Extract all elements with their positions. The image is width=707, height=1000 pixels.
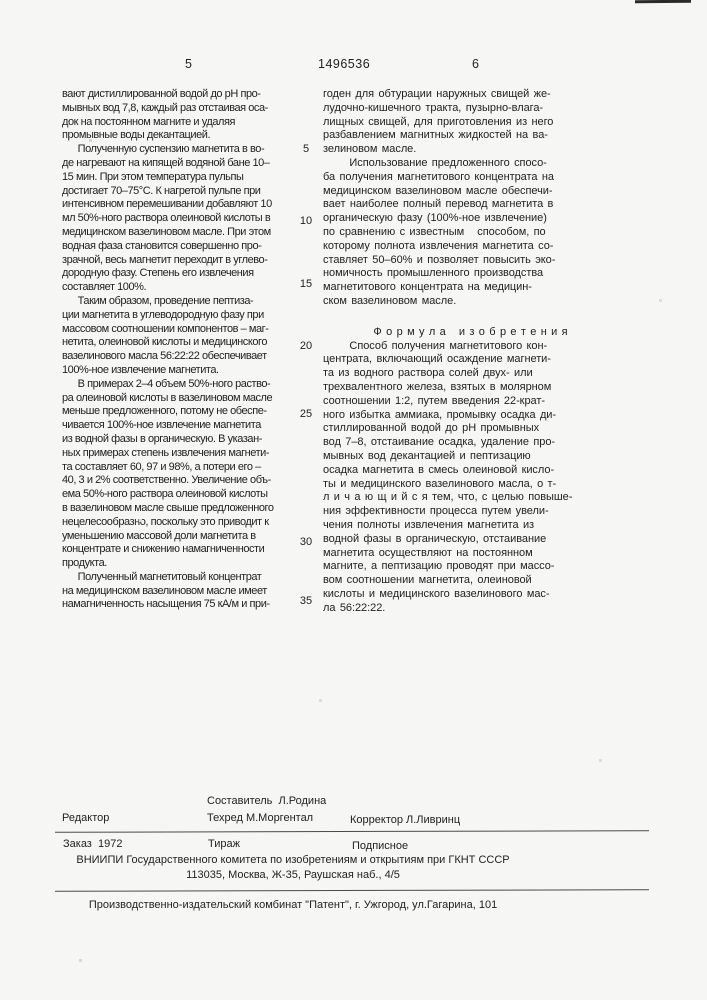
page-number-left: 5 <box>185 57 193 71</box>
footer-divider-top <box>55 830 649 833</box>
corrector-credit: Корректор Л.Ливринц <box>350 814 461 826</box>
text-line: уменьшению массовой доли магнетита в <box>62 529 256 542</box>
text-line: ного избытка аммиака, промывку осадка ди- <box>323 408 557 421</box>
text-line: продукта. <box>62 557 107 570</box>
gutter-line-number-35: 35 <box>299 595 313 607</box>
text-line: Использование предложенного спосо- <box>323 156 547 169</box>
vniipi-address-line1: ВНИИПИ Государственного комитета по изобретениям и открытиям при ГКНТ СССР <box>76 854 510 866</box>
text-line: водной фазы в органическую, отстаивание <box>323 532 547 545</box>
text-line: ра олеиновой кислоты в вазелиновом масле <box>62 391 273 404</box>
text-line: из водной фазы в органическую. В указан- <box>62 432 262 445</box>
text-line: 100%-ное извлечение магнетита. <box>62 363 219 376</box>
text-line: соотношении 1:2, путем введения 22-крат- <box>323 394 545 407</box>
text-line: интенсивном перемешивании добавляют 10 <box>62 198 272 211</box>
text-line: Полученный магнетитовый концентрат <box>62 570 262 583</box>
text-line: мл 50%-ного раствора олеиновой кислоты в <box>62 212 271 225</box>
text-line: осадка магнетита в смесь олеиновой кисло- <box>323 463 555 476</box>
publisher-line: Производственно-издательский комбинат "Патент", г. Ужгород, ул.Гагарина, 101 <box>88 899 498 911</box>
text-line: ском вазелиновом масле. <box>323 294 457 307</box>
text-line: ния эффективности процесса путем увели- <box>323 505 549 518</box>
text-line: зелиновом масле. <box>323 143 417 156</box>
gutter-line-number-15: 15 <box>299 278 313 290</box>
text-line: чивается 100%-ное извлечение магнетита <box>62 419 261 432</box>
footer-divider-bottom <box>55 889 649 892</box>
text-line: ема 50%-ного раствора олеиновой кислоты <box>62 488 268 501</box>
text-line: концентрате и снижению намагниченности <box>62 543 265 556</box>
text-line: годен для обтурации наружных свищей же- <box>323 88 551 100</box>
text-line: л и ч а ю щ и й с я тем, что, с целью повыше- <box>323 491 573 504</box>
text-line: док на постоянном магните и удаляя <box>62 115 236 128</box>
text-line: номичность промышленного производства <box>323 267 544 280</box>
text-line: которому полнота извлечения магнетита со- <box>323 239 554 252</box>
text-line: на медицинском вазелиновом масле имеет <box>62 584 267 597</box>
gutter-line-number-20: 20 <box>299 340 313 352</box>
text-line: та из водного раствора солей двух- или <box>323 367 533 380</box>
left-column <box>62 88 312 612</box>
text-line: стиллированной водой до рН промывных <box>323 422 540 435</box>
text-line: водная фаза становится совершенно про- <box>62 239 262 252</box>
text-line: вают дистиллированной водой до рН про- <box>62 88 261 100</box>
text-line: лищных свищей, для приготовления из него <box>323 115 554 128</box>
text-line: мывных вод декантацией и пептизацию <box>323 449 531 462</box>
text-line: чения полноты извлечения магнетита из <box>323 518 535 531</box>
text-line: лудочно-кишечного тракта, пузырно-влага- <box>323 101 544 114</box>
text-line: ты и медицинского вазелинового масла, о т- <box>323 477 557 490</box>
text-line: трехвалентного железа, взятых в молярном <box>323 380 552 393</box>
text-line: Полученную суспензию магнетита в во- <box>62 143 265 156</box>
text-line: промывные воды декантацией. <box>62 129 211 142</box>
text-line: та составляет 60, 97 и 98%, а потери его – <box>62 460 261 473</box>
right-column-description <box>323 88 618 309</box>
text-line: 15 мин. При этом температура пульпы <box>62 170 244 183</box>
right-column-claims <box>323 340 618 616</box>
text-line: центрата, включающий осаждение магнети- <box>323 353 551 366</box>
page-number-right: 6 <box>472 57 480 71</box>
text-line: кислоты и медицинского вазелинового мас- <box>323 587 550 600</box>
text-line: Таким образом, проведение пептиза- <box>62 294 254 307</box>
text-line: магнетита осуществляют на постоянном <box>323 546 533 559</box>
formula-heading: Ф о р м у л а и з о б р е т е н и я <box>373 325 568 338</box>
gutter-line-number-30: 30 <box>299 536 313 548</box>
text-line: вазелинового масла 56:22:22 обеспечивает <box>62 350 267 363</box>
text-line: составляет 100%. <box>62 281 147 294</box>
subscription-label: Подписное <box>352 840 409 852</box>
editor-credit: Редактор <box>62 812 110 824</box>
patent-number: 1496536 <box>318 57 371 71</box>
text-line: магните, а пептизацию проводят при массо- <box>323 560 555 573</box>
techred-credit: Техред М.Моргентал <box>207 812 314 824</box>
text-line: разбавлением магнитных жидкостей на ва- <box>323 129 548 142</box>
gutter-line-number-10: 10 <box>299 215 313 227</box>
text-line: зрачной, весь магнетит переходит в углево- <box>62 253 268 266</box>
text-line: достигает 70–75°С. К нагретой пульпе при <box>62 184 261 197</box>
text-line: ции магнетита в углеводородную фазу при <box>62 308 264 321</box>
text-line: магнетитового концентрата на медицин- <box>323 281 532 294</box>
gutter-line-number-5: 5 <box>302 143 310 155</box>
text-line: намагниченность насыщения 75 кА/м и при- <box>62 598 270 611</box>
text-line: мывных вод 7,8, каждый раз отстаивая оса- <box>62 101 268 114</box>
text-line: по сравнению с известным способом, по <box>323 225 546 238</box>
text-line: медицинском вазелиновом масле. При этом <box>62 225 271 238</box>
order-number: Заказ 1972 <box>63 838 123 850</box>
tirazh-label: Тираж <box>208 838 240 850</box>
text-line: ставляет 50–60% и позволяет повысить эко- <box>323 253 556 266</box>
gutter-line-number-25: 25 <box>299 408 313 420</box>
text-line: вом соотношении магнетита, олеиновой <box>323 574 532 587</box>
text-line: ных примерах степень извлечения магнети- <box>62 446 270 459</box>
text-line: ба получения магнетитового концентрата на <box>323 170 554 183</box>
text-line: в вазелиновом масле свыше предложенного <box>62 501 274 514</box>
text-line: дородную фазу. Степень его извлечения <box>62 267 254 280</box>
text-line: вает наиболее полный перевод магнетита в <box>323 198 554 211</box>
text-line: медицинском вазелиновом масле обеспечи- <box>323 184 553 197</box>
text-line: массовом соотношении компонентов – маг- <box>62 322 269 335</box>
text-line: Способ получения магнетитового кон- <box>323 339 548 352</box>
text-line: вод 7–8, отстаивание осадка, удаление про- <box>323 436 556 449</box>
text-line: В примерах 2–4 объем 50%-ного раство- <box>62 377 271 390</box>
text-line: 40, 3 и 2% соответственно. Увеличение объ- <box>62 474 271 487</box>
text-line: меньше предложенного, потому не обеспе- <box>62 405 267 418</box>
text-line: нетита, олеиновой кислоты и медицинского <box>62 336 267 349</box>
scan-artifact-mark <box>635 0 691 3</box>
vniipi-address-line2: 113035, Москва, Ж-35, Раушская наб., 4/5 <box>186 869 400 881</box>
text-line: ла 56:22:22. <box>323 601 386 614</box>
text-line: де нагревают на кипящей водяной бане 10– <box>62 156 270 169</box>
text-line: органическую фазу (100%-ное извлечение) <box>323 212 547 225</box>
compiler-credit: Составитель Л.Родина <box>207 795 327 807</box>
text-line: нецелесообразно, поскольку это приводит к <box>62 515 269 528</box>
right-column <box>323 88 618 615</box>
